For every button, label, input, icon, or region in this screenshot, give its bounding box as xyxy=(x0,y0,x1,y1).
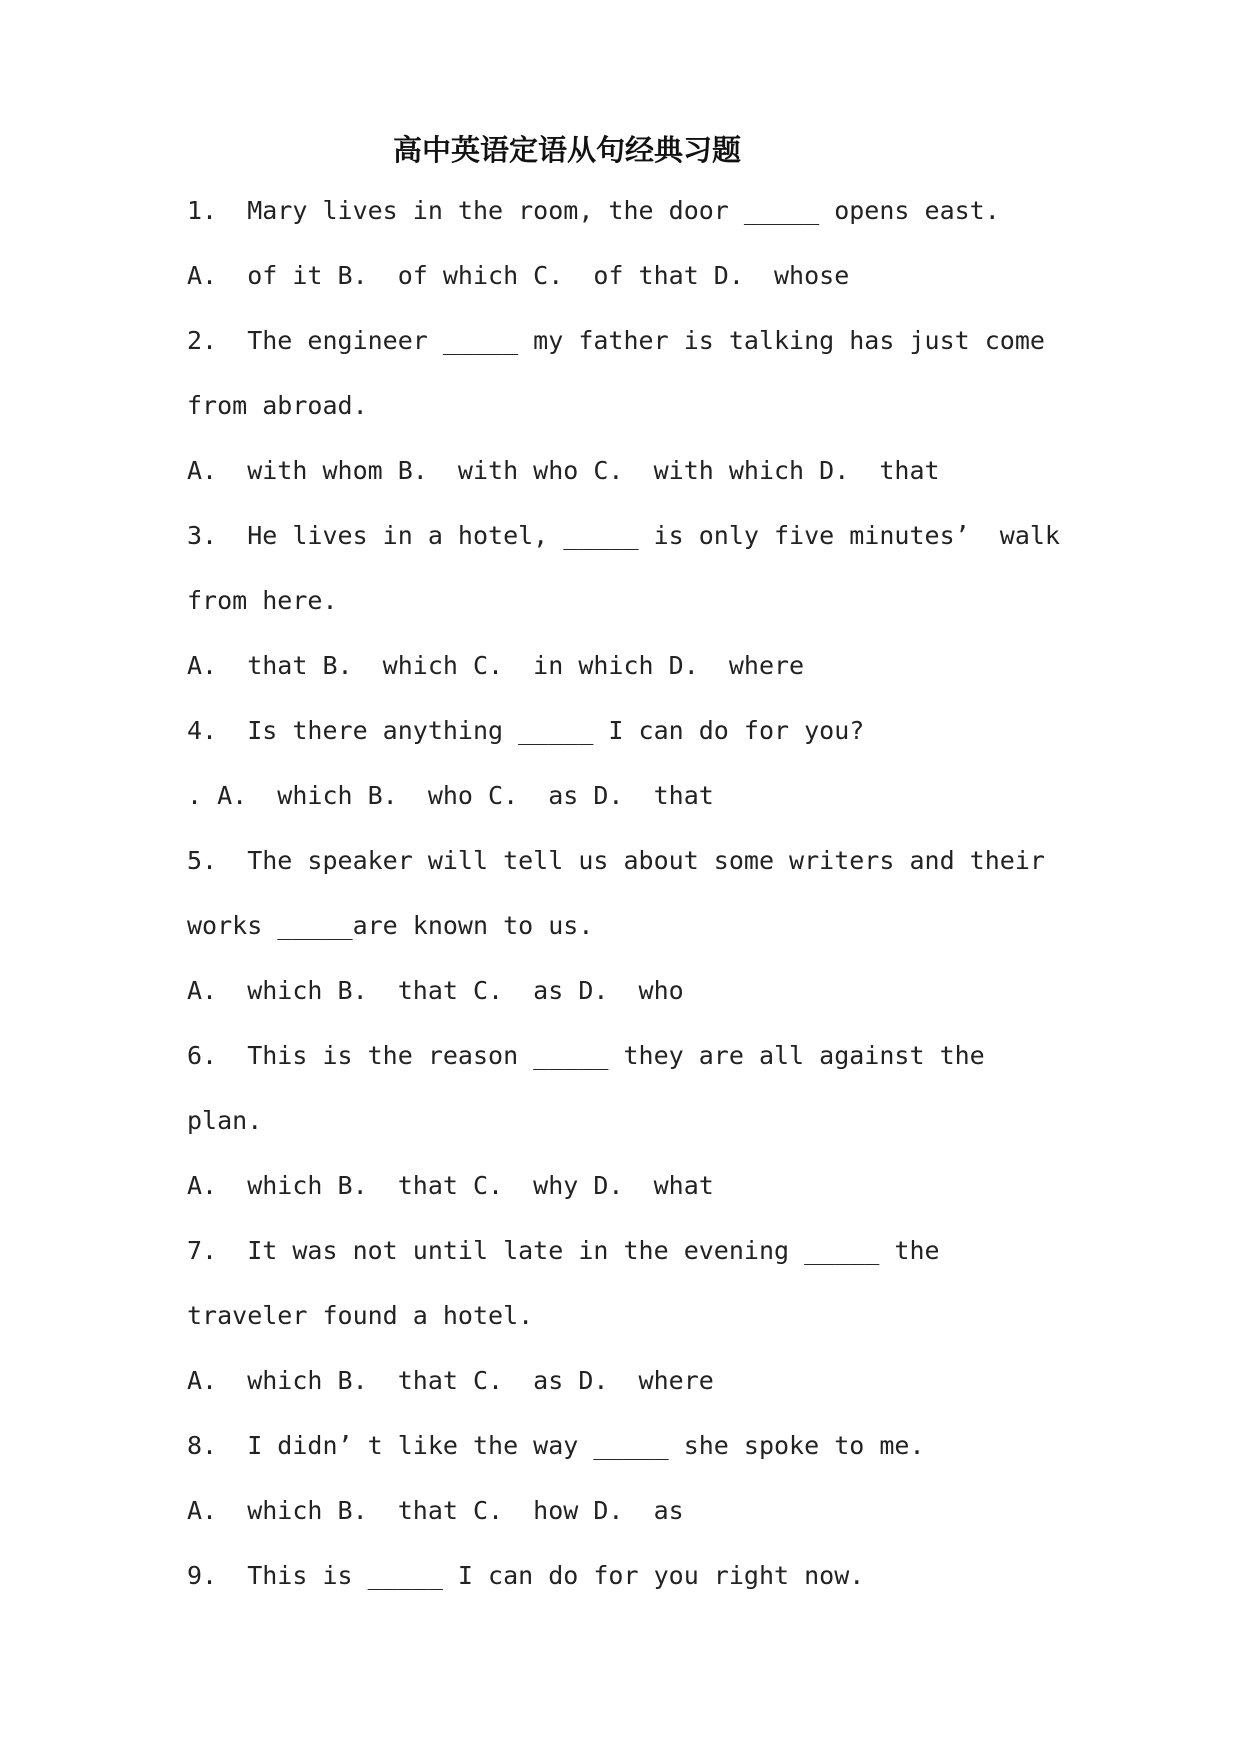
question-6-options: A. which B. that C. why D. what xyxy=(187,1171,714,1200)
question-5-line-2: works _____are known to us. xyxy=(187,911,594,940)
question-8-line-1: 8. I didn’ t like the way _____ she spoke to me. xyxy=(187,1431,925,1460)
question-1-options: A. of it B. of which C. of that D. whose xyxy=(187,261,850,290)
question-4-line-1: 4. Is there anything _____ I can do for you? xyxy=(187,716,865,745)
question-3-options: A. that B. which C. in which D. where xyxy=(187,651,805,680)
question-4-options: . A. which B. who C. as D. that xyxy=(187,781,714,810)
question-2-line-2: from abroad. xyxy=(187,391,368,420)
question-7-options: A. which B. that C. as D. where xyxy=(187,1366,714,1395)
exercise-list xyxy=(187,196,1067,1626)
question-6-line-2: plan. xyxy=(187,1106,263,1135)
question-1-line-1: 1. Mary lives in the room, the door _____ opens east. xyxy=(187,196,1000,225)
question-5-line-1: 5. The speaker will tell us about some writers and their xyxy=(187,846,1045,875)
question-3-line-2: from here. xyxy=(187,586,338,615)
document-title: 高中英语定语从句经典习题 xyxy=(392,133,741,167)
question-6-line-1: 6. This is the reason _____ they are all against the xyxy=(187,1041,985,1070)
question-9-line-1: 9. This is _____ I can do for you right now. xyxy=(187,1561,865,1590)
question-5-options: A. which B. that C. as D. who xyxy=(187,976,684,1005)
question-2-line-1: 2. The engineer _____ my father is talking has just come xyxy=(187,326,1045,355)
question-3-line-1: 3. He lives in a hotel, _____ is only five minutes’ walk xyxy=(187,521,1060,550)
question-8-options: A. which B. that C. how D. as xyxy=(187,1496,684,1525)
question-7-line-1: 7. It was not until late in the evening _____ the xyxy=(187,1236,940,1265)
question-2-options: A. with whom B. with who C. with which D. that xyxy=(187,456,940,485)
question-7-line-2: traveler found a hotel. xyxy=(187,1301,534,1330)
